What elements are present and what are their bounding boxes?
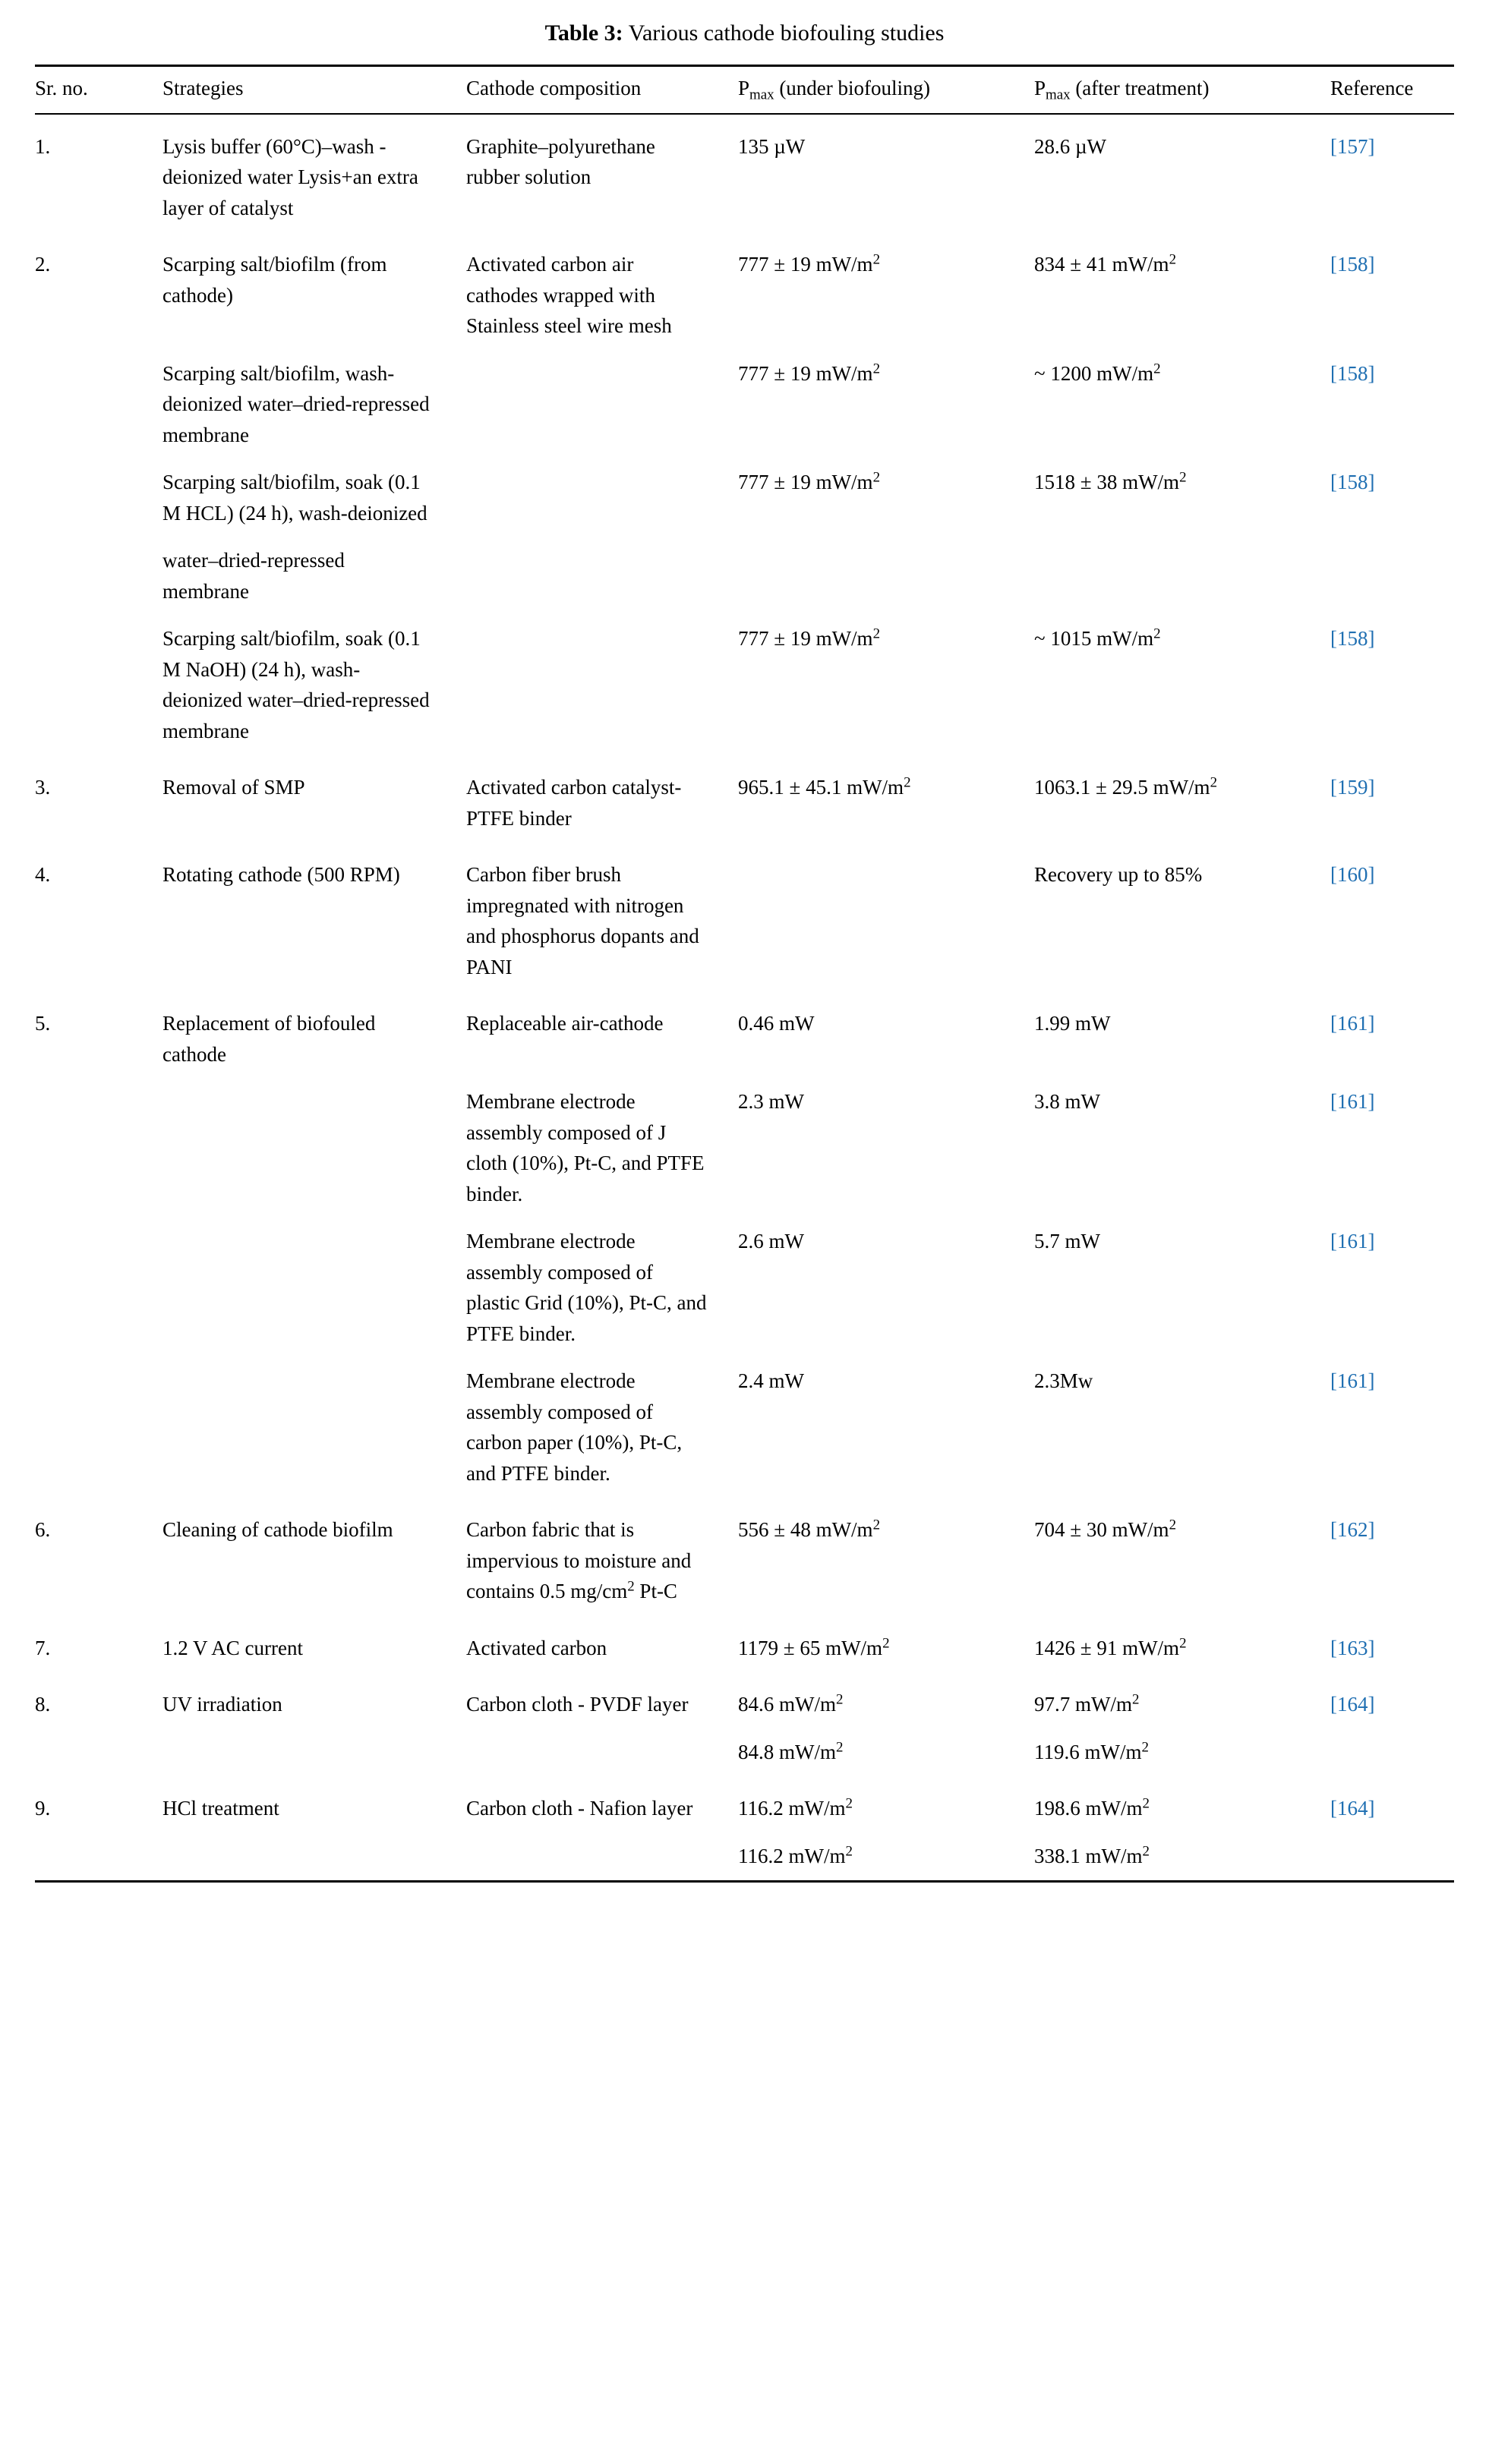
cell-strategy: HCl treatment	[162, 1797, 279, 1820]
cell-reference	[1309, 1729, 1454, 1777]
column-header-reference: Reference	[1309, 65, 1454, 114]
cell-sr-no: 1.	[35, 134, 51, 158]
cell-sr-no: 9.	[35, 1797, 51, 1820]
reference-link[interactable]: [158]	[1330, 253, 1375, 276]
cell-strategy: UV irradiation	[162, 1693, 282, 1716]
cell-cathode-composition: Activated carbon air cathodes wrapped with Stainless steel wire mesh	[466, 253, 672, 338]
caption-label: Table 3:	[544, 20, 623, 46]
cell-sr-no	[35, 616, 140, 755]
cell-cathode-composition: Carbon cloth - PVDF layer	[466, 1693, 689, 1716]
cell-strategy: Cleaning of cathode biofilm	[162, 1518, 393, 1542]
table-row	[35, 1079, 1454, 1218]
cell-sr-no	[35, 1729, 140, 1777]
cell-strategy: Removal of SMP	[162, 776, 305, 799]
table-row	[35, 1729, 1454, 1777]
cell-pmax-after-treatment: 119.6 $mW/m^2$	[1034, 1739, 1149, 1763]
table-row	[35, 114, 1454, 233]
reference-link[interactable]: [161]	[1330, 1230, 1375, 1253]
cell-reference[interactable]	[1309, 616, 1454, 755]
cell-pmax-under-biofouling: 777 ± 19 $mW/m^2$	[738, 361, 881, 385]
cell-pmax-after-treatment	[1013, 537, 1309, 616]
cell-pmax-after-treatment: 1426 ± 91 $mW/m^2$	[1034, 1635, 1187, 1659]
cell-pmax-under-biofouling: 965.1 ± 45.1 $mW/m^2$	[738, 774, 911, 799]
cell-sr-no	[35, 351, 140, 460]
column-header-pmax-under-biofouling: $P_{max}$ (under biofouling)	[717, 65, 1013, 114]
cell-strategy: Lysis buffer (60°C)–wash -deionized water Lysis+an extra layer of catalyst	[162, 134, 418, 219]
cell-strategy	[140, 1218, 443, 1358]
cell-sr-no: 8.	[35, 1693, 51, 1716]
cell-pmax-under-biofouling: 556 ± 48 $mW/m^2$	[738, 1517, 881, 1542]
cell-reference[interactable]	[1309, 1358, 1454, 1498]
column-header-strategies: Strategies	[140, 65, 443, 114]
cell-reference[interactable]	[1309, 755, 1454, 843]
cell-strategy: 1.2 V AC current	[162, 1636, 303, 1659]
table-row	[35, 1498, 1454, 1616]
cell-reference	[1309, 537, 1454, 616]
reference-link[interactable]: [162]	[1330, 1518, 1375, 1542]
cell-pmax-after-treatment: ~ 1015 $mW/m^2$	[1034, 625, 1161, 651]
reference-link[interactable]: [163]	[1330, 1636, 1375, 1659]
header-row	[35, 65, 1454, 114]
cell-pmax-under-biofouling: 1179 ± 65 $mW/m^2$	[738, 1635, 890, 1659]
cell-reference	[1309, 1833, 1454, 1882]
cell-pmax-after-treatment: 704 ± 30 $mW/m^2$	[1034, 1517, 1177, 1542]
cell-reference[interactable]	[1309, 1672, 1454, 1729]
reference-link[interactable]: [160]	[1330, 863, 1375, 887]
cell-reference[interactable]	[1309, 843, 1454, 991]
reference-link[interactable]: [164]	[1330, 1693, 1375, 1716]
cell-cathode-composition	[443, 1729, 717, 1777]
cell-strategy	[140, 1833, 443, 1882]
cell-cathode-composition	[443, 537, 717, 616]
reference-link[interactable]: [159]	[1330, 776, 1375, 799]
reference-link[interactable]: [161]	[1330, 1090, 1375, 1114]
cell-pmax-under-biofouling: 84.6 $mW/m^2$	[738, 1691, 844, 1716]
table-row	[35, 843, 1454, 991]
cell-cathode-composition	[443, 1833, 717, 1882]
cell-pmax-under-biofouling: 777 ± 19 $mW/m^2$	[738, 625, 881, 651]
cell-reference[interactable]	[1309, 114, 1454, 233]
cell-strategy	[140, 1079, 443, 1218]
cell-cathode-composition: Membrane electrode assembly composed of J cloth (10%), Pt-C, and PTFE binder.	[466, 1090, 705, 1205]
cell-pmax-after-treatment: 198.6 $mW/m^2$	[1034, 1795, 1150, 1820]
cell-pmax-after-treatment: 1518 ± 38 $mW/m^2$	[1034, 469, 1187, 494]
cathode-biofouling-table	[35, 65, 1454, 1883]
cell-strategy: Scarping salt/biofilm (from cathode)	[162, 253, 387, 307]
cell-pmax-after-treatment: 5.7 mW	[1034, 1230, 1100, 1253]
cell-reference[interactable]	[1309, 232, 1454, 351]
table-body	[35, 114, 1454, 1882]
cell-strategy: water–dried-repressed membrane	[162, 549, 345, 603]
cell-sr-no: 5.	[35, 1012, 51, 1035]
cell-cathode-composition	[443, 459, 717, 537]
table-row	[35, 616, 1454, 755]
reference-link[interactable]: [158]	[1330, 627, 1375, 651]
cell-cathode-composition: Replaceable air-cathode	[466, 1012, 664, 1035]
reference-link[interactable]: [158]	[1330, 471, 1375, 494]
cell-pmax-after-treatment: 2.3Mw	[1034, 1369, 1093, 1393]
cell-pmax-after-treatment: Recovery up to 85%	[1034, 863, 1203, 887]
column-header-pmax-after-treatment: $P_{max}$ (after treatment)	[1013, 65, 1309, 114]
cell-strategy	[140, 1358, 443, 1498]
cell-pmax-after-treatment: 1063.1 ± 29.5 $mW/m^2$	[1034, 774, 1218, 799]
table-row	[35, 1833, 1454, 1882]
cell-cathode-composition: Membrane electrode assembly composed of carbon paper (10%), Pt-C, and PTFE binder.	[466, 1369, 683, 1485]
caption-text: Various cathode biofouling studies	[628, 20, 945, 46]
cell-pmax-under-biofouling	[717, 843, 1013, 991]
cell-pmax-under-biofouling: 777 ± 19 $mW/m^2$	[738, 469, 881, 494]
reference-link[interactable]: [157]	[1330, 134, 1375, 158]
cell-pmax-under-biofouling	[717, 537, 1013, 616]
cell-reference[interactable]	[1309, 1079, 1454, 1218]
cell-sr-no	[35, 459, 140, 537]
cell-strategy: Rotating cathode (500 RPM)	[162, 863, 400, 887]
cell-reference[interactable]	[1309, 351, 1454, 460]
table-row	[35, 459, 1454, 537]
cell-pmax-under-biofouling: 135 µW	[738, 134, 806, 158]
cell-pmax-under-biofouling: 84.8 $mW/m^2$	[738, 1739, 844, 1763]
column-header-sr-no: Sr. no.	[35, 65, 140, 114]
cell-reference[interactable]	[1309, 459, 1454, 537]
cell-pmax-after-treatment: ~ 1200 $mW/m^2$	[1034, 361, 1161, 385]
cell-pmax-under-biofouling: 777 ± 19 $mW/m^2$	[738, 251, 881, 276]
table-header	[35, 65, 1454, 114]
cell-sr-no: 6.	[35, 1518, 51, 1542]
cell-pmax-after-treatment: 97.7 $mW/m^2$	[1034, 1691, 1140, 1716]
table-caption	[35, 18, 1454, 49]
table-row	[35, 1776, 1454, 1833]
cell-cathode-composition: Carbon cloth - Nafion layer	[466, 1797, 693, 1820]
cell-reference[interactable]	[1309, 1498, 1454, 1616]
cell-cathode-composition: Membrane electrode assembly composed of plastic Grid (10%), Pt-C, and PTFE binder.	[466, 1230, 707, 1345]
cell-reference[interactable]	[1309, 1776, 1454, 1833]
cell-pmax-under-biofouling: 2.3 mW	[738, 1090, 804, 1114]
table-row	[35, 537, 1454, 616]
column-header-cathode-composition: Cathode composition	[443, 65, 717, 114]
cell-cathode-composition: Activated carbon	[466, 1636, 607, 1659]
table-row	[35, 755, 1454, 843]
cell-sr-no: 2.	[35, 253, 51, 276]
cell-cathode-composition: Graphite–polyurethane rubber solution	[466, 134, 655, 189]
cell-pmax-under-biofouling: 2.6 mW	[738, 1230, 804, 1253]
reference-link[interactable]: [161]	[1330, 1012, 1375, 1035]
cell-strategy: Replacement of biofouled cathode	[162, 1012, 376, 1066]
cell-pmax-after-treatment: 834 ± 41 $mW/m^2$	[1034, 251, 1177, 276]
reference-link[interactable]: [161]	[1330, 1369, 1375, 1393]
cell-pmax-under-biofouling: 116.2 $mW/m^2$	[717, 1833, 1013, 1882]
cell-cathode-composition	[443, 616, 717, 755]
reference-link[interactable]: [158]	[1330, 361, 1375, 385]
cell-pmax-after-treatment: 1.99 mW	[1034, 1012, 1111, 1035]
cell-sr-no	[35, 537, 140, 616]
cell-pmax-under-biofouling: 116.2 $mW/m^2$	[738, 1795, 853, 1820]
cell-strategy: Scarping salt/biofilm, wash- deionized water–dried-repressed membrane	[162, 361, 430, 446]
cell-pmax-after-treatment: 3.8 mW	[1034, 1090, 1100, 1114]
cell-cathode-composition: Activated carbon catalyst-PTFE binder	[466, 776, 682, 830]
cell-sr-no: 4.	[35, 863, 51, 887]
table-row	[35, 1218, 1454, 1358]
table-row	[35, 991, 1454, 1079]
cell-pmax-under-biofouling: 2.4 mW	[738, 1369, 804, 1393]
table-row	[35, 232, 1454, 351]
table-row	[35, 1672, 1454, 1729]
cell-reference[interactable]	[1309, 991, 1454, 1079]
cell-reference[interactable]	[1309, 1616, 1454, 1673]
cell-strategy: Scarping salt/biofilm, soak (0.1 M HCL) (24 h), wash-deionized	[162, 471, 427, 525]
cell-reference[interactable]	[1309, 1218, 1454, 1358]
cell-sr-no	[35, 1833, 140, 1882]
table-row	[35, 351, 1454, 460]
cell-cathode-composition: Carbon fabric that is impervious to moisture and contains 0.5 $mg/cm^2$ Pt-C	[466, 1518, 692, 1603]
reference-link[interactable]: [164]	[1330, 1797, 1375, 1820]
cell-strategy	[140, 1729, 443, 1777]
cell-strategy: Scarping salt/biofilm, soak (0.1 M NaOH) (24 h), wash-deionized water–dried-repressed membrane	[162, 627, 430, 742]
cell-sr-no	[35, 1079, 140, 1218]
cell-pmax-after-treatment: 28.6 µW	[1034, 134, 1107, 158]
cell-cathode-composition	[443, 351, 717, 460]
cell-pmax-under-biofouling: 0.46 mW	[738, 1012, 815, 1035]
cell-sr-no: 3.	[35, 776, 51, 799]
table-row	[35, 1358, 1454, 1498]
table-row	[35, 1616, 1454, 1673]
cell-sr-no: 7.	[35, 1636, 51, 1659]
cell-cathode-composition: Carbon fiber brush impregnated with nitrogen and phosphorus dopants and PANI	[466, 863, 699, 978]
cell-sr-no	[35, 1358, 140, 1498]
cell-sr-no	[35, 1218, 140, 1358]
cell-pmax-after-treatment: 338.1 $mW/m^2$	[1013, 1833, 1309, 1882]
